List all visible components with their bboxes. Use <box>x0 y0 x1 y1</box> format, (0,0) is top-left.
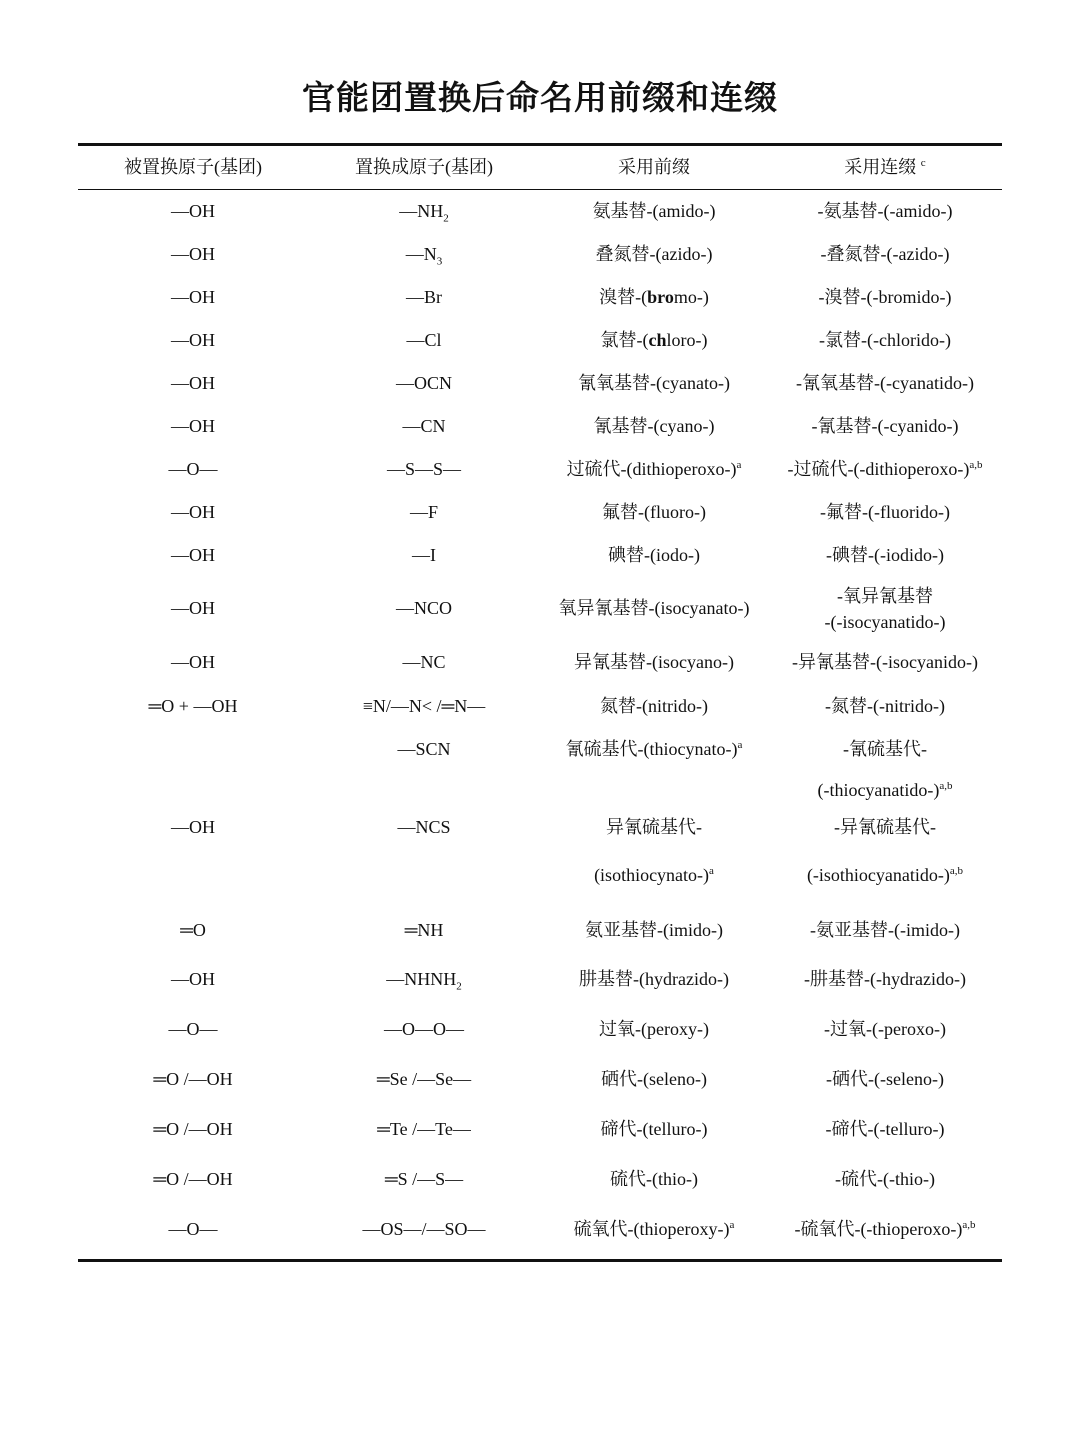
table-row: ═O + —OH ≡N/—N< /═N— 氮替-(nitrido-) -氮替-(-nitrido-) <box>148 695 945 716</box>
table-row: —OH —F 氟替-(fluoro-) -氟替-(-fluorido-) <box>171 501 950 522</box>
header-replaced-group: 被置换原子(基团) <box>124 156 262 177</box>
table-row: ═O /—OH ═Se /—Se— 硒代-(seleno-) -硒代-(-seleno-) <box>153 1069 944 1090</box>
header-infix: 采用连缀 $^c$ <box>844 156 926 177</box>
page-title: 官能团置换后命名用前缀和连缀 <box>302 78 778 117</box>
table-row: —OH —OCN 氰氧基替-(cyanato-) -氰氧基替-(-cyanatido-) <box>171 372 974 393</box>
table-row: —OH $—NHNH_2$ 肼基替-(hydrazido-) -肼基替-(-hydrazido-) <box>171 969 966 993</box>
table-row: ═O ═NH 氨亚基替-(imido-) -氨亚基替-(-imido-) <box>180 920 960 941</box>
table-row: ═O /—OH ═S /—S— 硫代-(thio-) -硫代-(-thio-) <box>153 1169 935 1190</box>
table-row: —OH —NCS 异氰硫基代- -异氰硫基代- <box>171 817 936 838</box>
table-row: —O— —S—S— 过硫代-(dithioperoxo-)$^a$ -过硫代-(-dithioperoxo-)$^{a,b}$ <box>168 458 983 479</box>
table-bottom-rule <box>78 1259 1002 1262</box>
table-row: ═O /—OH ═Te /—Te— 碲代-(telluro-) -碲代-(-telluro-) <box>153 1119 945 1140</box>
table-row: —OH $—NH_2$ 氨基替-(amido-) -氨基替-(-amido-) <box>171 200 953 225</box>
table-row-continuation: (-thiocyanatido-)$^{a,b}$ <box>817 780 953 801</box>
table-row: —OH —Cl 氯替-(chloro-) -氯替-(-chlorido-) <box>171 329 951 350</box>
table-row: —O— —O—O— 过氧-(peroxy-) -过氧-(-peroxo-) <box>168 1019 946 1040</box>
table-header-row <box>78 146 1002 189</box>
table-row: —OH —NC 异氰基替-(isocyano-) -异氰基替-(-isocyanido-) <box>171 652 978 673</box>
prefix-suffix-table <box>78 143 1002 1262</box>
table-row: —OH —CN 氰基替-(cyano-) -氰基替-(-cyanido-) <box>171 415 959 436</box>
table-row-continuation: (isothiocynato-)$^a$ (-isothiocyanatido-)$^{a,b}$ <box>594 865 964 886</box>
table-row: —OH —NCO 氧异氰基替-(isocyanato-) -氧异氰基替 -(-isocyanatido-) <box>171 585 946 632</box>
header-replacing-group: 置换成原子(基团) <box>355 156 493 177</box>
table-row: —OH $—N_3$ 叠氮替-(azido-) -叠氮替-(-azido-) <box>171 243 950 268</box>
table-row: —SCN 氰硫基代-(thiocynato-)$^a$ -氰硫基代- <box>397 738 927 759</box>
header-prefix: 采用前缀 <box>618 156 690 177</box>
table-row: —OH —I 碘替-(iodo-) -碘替-(-iodido-) <box>171 544 944 565</box>
table-row: —OH —Br 溴替-(bromo-) -溴替-(-bromido-) <box>171 286 952 307</box>
table-row: —O— —OS—/—SO— 硫氧代-(thioperoxy-)$^a$ -硫氧代-(-thioperoxo-)$^{a,b}$ <box>168 1219 976 1240</box>
